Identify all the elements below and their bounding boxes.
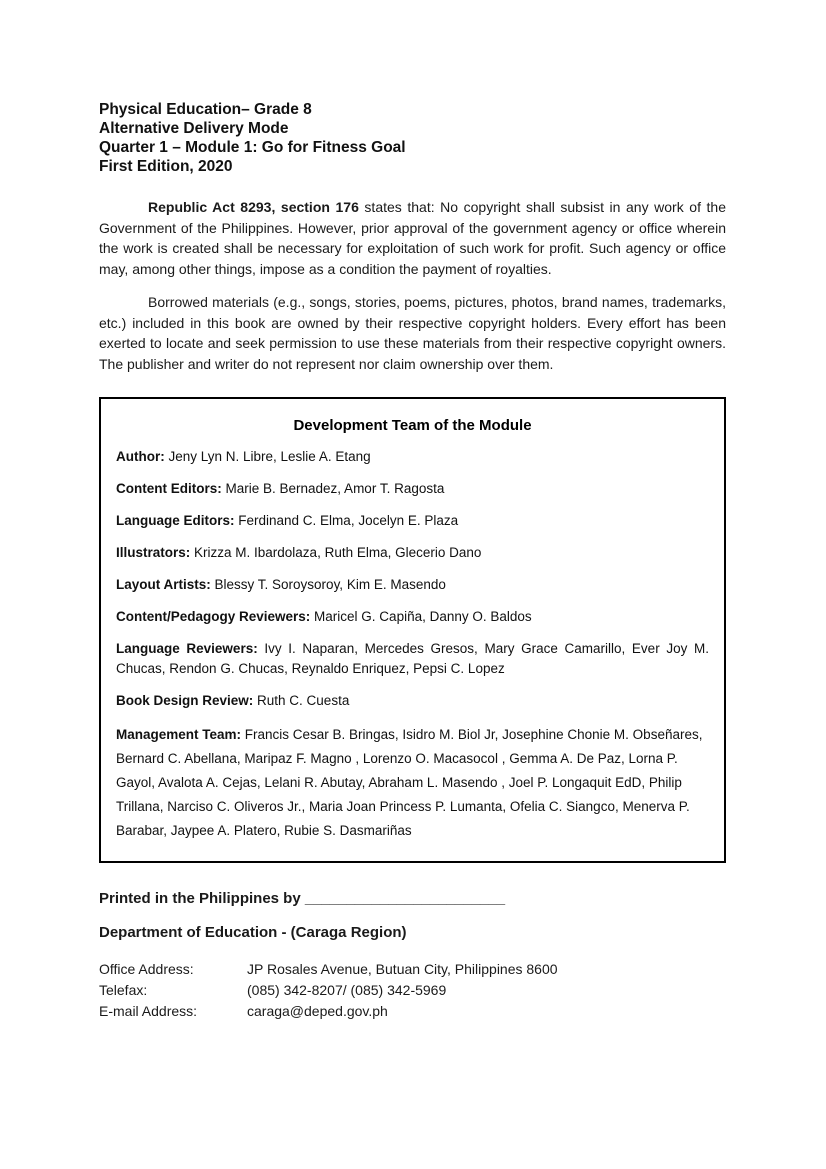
team-entry-content-pedagogy-reviewers-label: Content/Pedagogy Reviewers: bbox=[116, 609, 311, 624]
team-entry-management-team bbox=[116, 723, 709, 843]
department-of-education-line: Department of Education - (Caraga Region) bbox=[99, 924, 407, 941]
team-entry-illustrators bbox=[116, 543, 709, 563]
team-entry-layout-artists bbox=[116, 575, 709, 595]
team-entry-layout-artists-value: Blessy T. Soroysoroy, Kim E. Masendo bbox=[210, 577, 446, 592]
module-delivery-mode: Alternative Delivery Mode bbox=[99, 120, 289, 137]
team-entry-book-design-review-value: Ruth C. Cuesta bbox=[253, 693, 350, 708]
team-entry-illustrators-label: Illustrators: bbox=[116, 545, 191, 560]
team-entry-language-reviewers-value: Ivy I. Naparan, Mercedes Gresos, Mary Grace Camarillo, Ever Joy M. Chucas, Rendon G. Chucas, Reynaldo Enriquez, Pepsi C. Lopez bbox=[116, 641, 709, 676]
contact-row-email-address bbox=[99, 1001, 726, 1022]
borrowed-materials-paragraph: Borrowed materials (e.g., songs, stories, poems, pictures, photos, brand names, trademarks, etc.) included in this book are owned by their respective copyright holders. Every effort has been exerted to locate and seek permission to use these materials from their respective copyright owners. The publisher and writer do not represent nor claim ownership over them. bbox=[99, 294, 726, 372]
team-entry-author-value: Jeny Lyn N. Libre, Leslie A. Etang bbox=[164, 449, 371, 464]
module-title-block bbox=[99, 100, 726, 176]
team-entry-language-editors bbox=[116, 511, 709, 531]
team-entry-author-label: Author: bbox=[116, 449, 165, 464]
development-team-box bbox=[99, 397, 726, 863]
team-entry-layout-artists-label: Layout Artists: bbox=[116, 577, 211, 592]
team-entry-content-editors-label: Content Editors: bbox=[116, 481, 222, 496]
development-team-title: Development Team of the Module bbox=[293, 417, 532, 434]
module-subject-grade: Physical Education– Grade 8 bbox=[99, 101, 312, 118]
printed-by-blank-line: ________________________ bbox=[304, 890, 506, 907]
module-quarter-title: Quarter 1 – Module 1: Go for Fitness Goal bbox=[99, 139, 406, 156]
team-entry-content-editors-value: Marie B. Bernadez, Amor T. Ragosta bbox=[221, 481, 445, 496]
printed-by-text: Printed in the Philippines by bbox=[99, 890, 305, 907]
contact-row-office-address bbox=[99, 959, 726, 980]
republic-act-citation: Republic Act 8293, section 176 bbox=[148, 199, 359, 215]
office-address-value: JP Rosales Avenue, Butuan City, Philippines 8600 bbox=[247, 961, 558, 977]
team-entry-book-design-review-label: Book Design Review: bbox=[116, 693, 254, 708]
telefax-value: (085) 342-8207/ (085) 342-5969 bbox=[247, 982, 447, 998]
contact-block bbox=[99, 959, 726, 1022]
module-edition: First Edition, 2020 bbox=[99, 158, 233, 175]
office-address-label: Office Address: bbox=[99, 961, 194, 977]
team-entry-language-reviewers bbox=[116, 639, 709, 679]
team-entry-illustrators-value: Krizza M. Ibardolaza, Ruth Elma, Glecerio Dano bbox=[190, 545, 482, 560]
telefax-label: Telefax: bbox=[99, 982, 148, 998]
team-entry-content-editors bbox=[116, 479, 709, 499]
team-entry-author bbox=[116, 447, 709, 467]
republic-act-text: states that: No copyright shall subsist in any work of the Government of the Philippines. However, prior approval of the government agency or office wherein the work is created shall be necessary for exploitation of such work for profit. Such agency or office may, among other things, impose as a condition the payment of royalties. bbox=[99, 199, 726, 277]
contact-row-telefax bbox=[99, 980, 726, 1001]
team-entry-language-editors-label: Language Editors: bbox=[116, 513, 235, 528]
team-entry-content-pedagogy-reviewers-value: Maricel G. Capiña, Danny O. Baldos bbox=[310, 609, 532, 624]
team-entry-book-design-review bbox=[116, 691, 709, 711]
printed-in-philippines-line bbox=[99, 889, 726, 908]
email-address-value: caraga@deped.gov.ph bbox=[247, 1003, 388, 1019]
team-entry-language-editors-value: Ferdinand C. Elma, Jocelyn E. Plaza bbox=[234, 513, 459, 528]
copyright-republic-act-paragraph bbox=[99, 197, 726, 279]
team-entry-management-team-value: Francis Cesar B. Bringas, Isidro M. Biol Jr, Josephine Chonie M. Obseñares, Bernard C. Abellana, Maripaz F. Magno , Lorenzo O. Macasocol , Gemma A. De Paz, Lorna P. Gayol, Avalota A. Cejas, Lelani R. Abutay, Abraham L. Masendo , Joel P. Longaquit EdD, Philip Trillana, Narciso C. Oliveros Jr., Maria Joan Princess P. Lumanta, Ofelia C. Siangco, Menerva P. Barabar, Jaypee A. Platero, Rubie S. Dasmariñas bbox=[116, 727, 703, 838]
team-entry-management-team-label: Management Team: bbox=[116, 727, 242, 742]
team-entry-language-reviewers-label: Language Reviewers: bbox=[116, 641, 258, 656]
email-address-label: E-mail Address: bbox=[99, 1003, 198, 1019]
team-entry-content-pedagogy-reviewers bbox=[116, 607, 709, 627]
